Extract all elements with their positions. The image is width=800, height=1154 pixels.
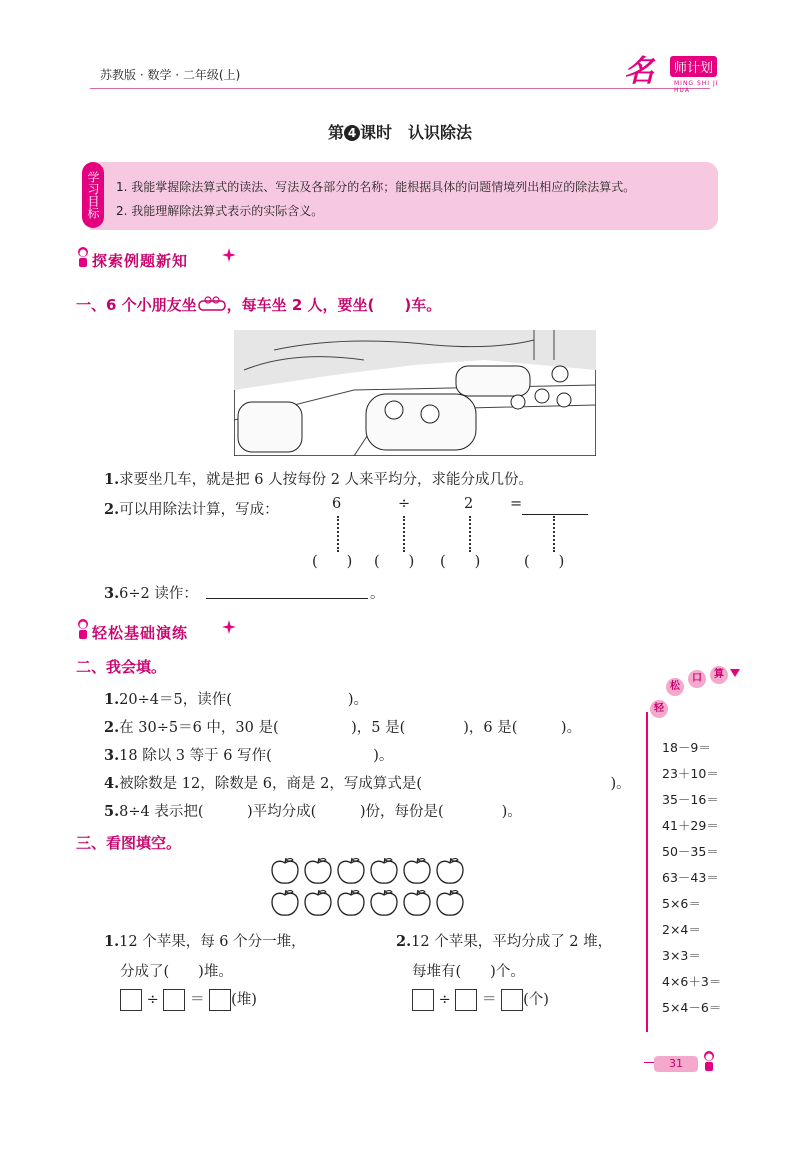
girl-icon (700, 1050, 718, 1074)
answer-box[interactable] (455, 989, 477, 1011)
unit-label: (堆) (231, 992, 257, 1008)
q2-item-1-text: 20÷4＝5，读作( )。 (119, 692, 369, 708)
name-blank-4[interactable]: ( ) (524, 554, 565, 570)
q2-item-5 (104, 800, 522, 821)
q2-item-4-text: 被除数是 12，除数是 6，商是 2，写成算式是( )。 (119, 776, 631, 792)
q1-step-1-text: 求要坐几车，就是把 6 人按每份 2 人来平均分，求能分成几份。 (119, 472, 534, 488)
q1-step-3 (104, 582, 198, 603)
bumper-car-icon (197, 296, 227, 312)
mental-item: 5×4－6＝ (662, 1000, 722, 1015)
q2-heading: 二、我会填。 (76, 658, 167, 676)
q3-left-line1 (104, 930, 306, 951)
brand-pinyin: MING SHI JI HUA (674, 80, 719, 94)
answer-box[interactable] (412, 989, 434, 1011)
section-practice-label: 轻松基础演练 (92, 624, 189, 642)
sparkle-icon (222, 248, 236, 262)
answer-box[interactable] (209, 989, 231, 1011)
learning-goals-tag: 学习目标 (82, 162, 104, 228)
section-explore-label: 探索例题新知 (92, 252, 189, 270)
q2-item-1 (104, 688, 368, 709)
brand-small-text: 师计划 (670, 56, 717, 77)
mental-item: 50－35＝ (662, 844, 719, 859)
q1-step-3-end: 。 (370, 586, 385, 602)
title-number: 4 (344, 125, 360, 141)
q1-step-1-num: 1. (104, 471, 120, 488)
q2-item-3 (104, 744, 393, 765)
q2-item-3-text: 18 除以 3 等于 6 写作( )。 (119, 748, 394, 764)
page-number: 31 (654, 1056, 698, 1072)
unit-label: (个) (523, 992, 549, 1008)
answer-box[interactable] (501, 989, 523, 1011)
lesson-title (0, 120, 800, 143)
girl-icon (74, 246, 92, 270)
answer-box[interactable] (163, 989, 185, 1011)
q2-item-5-num: 5. (104, 803, 120, 820)
q3-right-num: 2. (396, 933, 412, 950)
triangle-down-icon (730, 668, 740, 678)
q2-item-2-text: 在 30÷5＝6 中，30 是( )，5 是( )，6 是( )。 (119, 720, 582, 736)
mental-badge-3: 口 (688, 670, 706, 688)
q2-item-4-num: 4. (104, 775, 120, 792)
mental-item: 35－16＝ (662, 792, 719, 807)
title-suffix: 课时 认识除法 (360, 123, 473, 142)
brand-big-char: 名 (624, 54, 654, 89)
goal-item-2: 2. 我能理解除法算式表示的实际含义。 (116, 204, 324, 218)
q2-item-3-num: 3. (104, 747, 120, 764)
eq-equal-sign: = (510, 496, 523, 512)
q3-left-num: 1. (104, 933, 120, 950)
q3-right-line1 (396, 930, 612, 951)
q1-step-1 (104, 468, 533, 489)
read-as-blank[interactable] (206, 598, 368, 599)
equal-sign: ＝ (481, 992, 497, 1008)
divide-sign: ÷ (438, 992, 451, 1008)
learning-goals-box (90, 162, 718, 230)
q2-item-1-num: 1. (104, 691, 120, 708)
mental-badge-1: 轻 (650, 700, 668, 718)
mental-badge-4: 算 (710, 666, 728, 684)
goal-item-1: 1. 我能掌握除法算式的读法、写法及各部分的名称；能根据具体的问题情境列出相应的除法算式。 (116, 180, 636, 194)
section-explore-banner (92, 250, 188, 272)
eq-divisor: 2 (464, 496, 474, 512)
mental-item: 3×3＝ (662, 948, 701, 963)
q2-item-4 (104, 772, 631, 793)
dotted-guide-1 (337, 516, 339, 552)
girl-icon (74, 618, 92, 642)
sparkle-icon (222, 620, 236, 634)
mental-badge-2: 松 (666, 678, 684, 696)
divide-sign: ÷ (146, 992, 159, 1008)
q1-step-2-text: 可以用除法计算，写成： (119, 502, 279, 518)
q1-step-2-num: 2. (104, 501, 120, 518)
q2-item-2-num: 2. (104, 719, 120, 736)
dotted-guide-4 (553, 516, 555, 552)
q3-right-text1: 12 个苹果，平均分成了 2 堆， (411, 934, 613, 950)
q3-right-equation (412, 988, 549, 1011)
q3-heading: 三、看图填空。 (76, 834, 182, 852)
mental-item: 4×6＋3＝ (662, 974, 722, 989)
mental-item: 5×6＝ (662, 896, 701, 911)
eq-dividend: 6 (332, 496, 342, 512)
q1-step-3-text: 6÷2 读作： (119, 586, 198, 602)
mental-item: 2×4＝ (662, 922, 701, 937)
name-blank-2[interactable]: ( ) (374, 554, 415, 570)
q1-heading-a: 一、6 个小朋友坐 (76, 296, 197, 314)
q1-heading (76, 294, 441, 315)
book-info: 苏教版 · 数学 · 二年级(上) (100, 68, 241, 82)
answer-box[interactable] (120, 989, 142, 1011)
equal-sign: ＝ (189, 992, 205, 1008)
footer-divider (644, 1062, 654, 1063)
name-blank-1[interactable]: ( ) (312, 554, 353, 570)
name-blank-3[interactable]: ( ) (440, 554, 481, 570)
apples-illustration (270, 856, 470, 918)
title-prefix: 第 (327, 123, 344, 142)
q3-left-equation (120, 988, 257, 1011)
q2-item-5-text: 8÷4 表示把( )平均分成( )份，每份是( )。 (119, 804, 522, 820)
dotted-guide-3 (469, 516, 471, 552)
header-divider (90, 88, 710, 89)
q1-step-2 (104, 498, 279, 519)
q1-step-3-num: 3. (104, 585, 120, 602)
q3-left-text1: 12 个苹果，每 6 个分一堆， (119, 934, 306, 950)
mental-item: 18－9＝ (662, 740, 711, 755)
dotted-guide-2 (403, 516, 405, 552)
eq-answer-blank[interactable] (522, 514, 588, 515)
q1-heading-b: ，每车坐 2 人，要坐( )车。 (226, 296, 442, 314)
eq-divide-sign: ÷ (398, 496, 411, 512)
q3-right-line2: 每堆有( )个。 (412, 964, 525, 980)
mental-item: 63－43＝ (662, 870, 719, 885)
q3-left-line2: 分成了( )堆。 (120, 964, 233, 980)
section-practice-banner (92, 622, 188, 644)
q2-item-2 (104, 716, 581, 737)
mental-item: 23＋10＝ (662, 766, 719, 781)
mental-item: 41＋29＝ (662, 818, 719, 833)
bumper-car-illustration (234, 330, 596, 456)
brand-logo (624, 46, 734, 94)
